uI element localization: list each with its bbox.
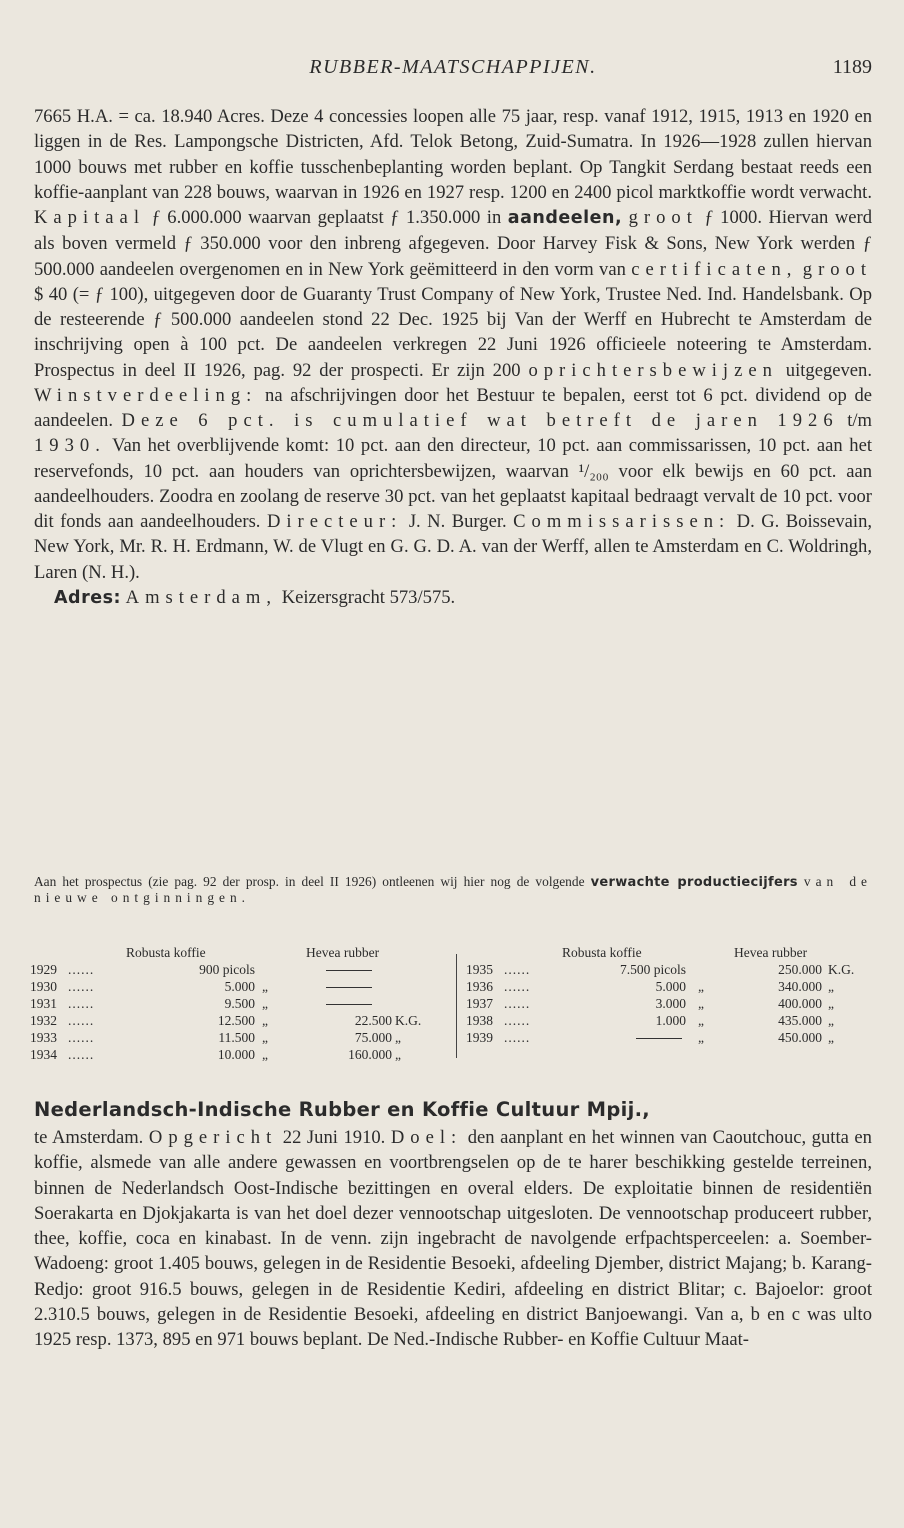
hevea-value: 75.000	[354, 1030, 392, 1045]
table-row	[30, 1029, 450, 1046]
leader-dots: ......	[68, 962, 95, 977]
robusta-unit: „	[262, 1030, 268, 1045]
robusta-value: 5.000	[224, 979, 255, 994]
year-cell: 1935	[466, 962, 493, 977]
hevea-value: 400.000	[778, 996, 822, 1011]
text-run: na afschrijvingen door het Bestuur te bepalen, eerst tot 6 pct. dividend op de aandeelen.	[34, 384, 873, 431]
leader-dots: ......	[504, 962, 531, 977]
doel-label: Doel:	[390, 1127, 463, 1148]
hevea-unit: „	[828, 996, 834, 1011]
robusta-unit: „	[262, 1047, 268, 1062]
year-cell: 1934	[30, 1047, 57, 1062]
table-left-column	[30, 944, 450, 1063]
paragraph	[34, 1125, 872, 1352]
running-title: RUBBER-MAATSCHAPPIJEN.	[309, 56, 597, 78]
hevea-unit: „	[828, 1030, 834, 1045]
text-run: J. N. Burger.	[408, 511, 507, 532]
col-robusta-header: Robusta koffie	[562, 945, 642, 960]
text-run: uitgegeven.	[785, 359, 872, 381]
hevea-unit: K.G.	[828, 962, 855, 977]
table-row	[466, 995, 876, 1012]
year-cell: 1931	[30, 996, 57, 1011]
robusta-unit: „	[262, 996, 268, 1011]
groot-label: groot	[628, 207, 698, 228]
leader-dots: ......	[68, 996, 95, 1011]
table-row	[30, 961, 450, 978]
table-divider	[456, 954, 457, 1058]
hevea-unit: „	[395, 1030, 401, 1045]
table-row	[466, 978, 876, 995]
robusta-value: 9.500	[224, 996, 255, 1011]
note-bold: verwachte productiecijfers	[590, 875, 798, 890]
robusta-value: 10.000	[217, 1047, 255, 1062]
robusta-value: 3.000	[655, 996, 686, 1011]
certificaten-label: certificaten,	[631, 258, 798, 280]
year-cell: 1932	[30, 1013, 57, 1028]
robusta-unit: „	[262, 1013, 268, 1028]
table-row	[466, 961, 876, 978]
text-run: t/m	[847, 410, 872, 431]
adres-street: Keizersgracht 573/575.	[281, 586, 456, 608]
company-entry-continued	[34, 104, 872, 611]
paragraph	[34, 104, 872, 585]
empty-dash	[636, 1038, 682, 1039]
oprichtersbewijzen-label: oprichtersbewijzen	[528, 359, 778, 381]
table-header	[30, 944, 450, 961]
text-run: den aanplant en het winnen van Caoutchouc, gutta en koffie, alsmede van alle andere gewassen en voortbrengselen op de te harer beschikking gestelde terreinen, binnen de Nederlandsch Oost-Indische bezittingen en overal elders. De exploitatie binnen de residentiën Soerakarta en Djokjakarta is van het doel dezer vennootschap uitgesloten. De vennootschap produceert rubber, thee, koffie, coca en kinabast. In de venn. zijn ingebracht de navolgende erfpachtsperceelen: a. Soember-Wadoeng: groot 1.405 bouws, gelegen in de Residentie Besoeki, afdeeling Djember, district Majang; b. Karang-Redjo: groot 916.5 bouws, gelegen in de Residentie Kediri, afdeeling en district Blitar; c. Bajoelor: groot 2.310.5 bouws, gelegen in de Residentie Besoeki, afdeeling en district Banjoewangi. Van a, b en c was ulto 1925 resp. 1373, 895 en 971 bouws beplant. De Ned.-Indische Rubber- en Koffie Cultuur Maat-	[34, 1127, 872, 1350]
page-header	[34, 56, 872, 86]
hevea-value: 22.500	[354, 1013, 392, 1028]
hevea-unit: „	[395, 1047, 401, 1062]
leader-dots: ......	[68, 1013, 95, 1028]
robusta-unit: „	[698, 1030, 704, 1045]
page-number: 1189	[832, 56, 872, 78]
robusta-value: 900 picols	[199, 962, 255, 977]
table-right-column	[466, 944, 876, 1046]
hevea-unit: „	[828, 979, 834, 994]
robusta-value: 5.000	[655, 979, 686, 994]
robusta-value: 11.500	[218, 1030, 255, 1045]
robusta-unit: „	[698, 1013, 704, 1028]
robusta-unit: „	[698, 979, 704, 994]
aandeelen-label: aandeelen,	[507, 208, 623, 228]
company-title: Nederlandsch-Indische Rubber en Koffie Cultuur Mpij.,	[34, 1098, 651, 1121]
opgericht-label: Opgericht	[148, 1127, 278, 1148]
empty-dash	[326, 970, 372, 971]
leader-dots: ......	[504, 1013, 531, 1028]
hevea-value: 340.000	[778, 979, 822, 994]
text-run: $ 40 (= ƒ 100), uitgegeven door de Guaranty Trust Company of New York, Trustee Ned. Ind. Handelsbank. Op de resteerende ƒ 500.000 aandeelen stond 22 Dec. 1925 bij Van der Werff en Hubrecht te Amsterdam de inschrijving open à 100 pct. De aandeelen verkregen 22 Juni 1926 officieele noteering te Amsterdam. Prospectus in deel II 1926, pag. 92 der prospecti. Er zijn 200	[34, 283, 872, 381]
table-row	[466, 1029, 876, 1046]
hevea-value: 160.000	[348, 1047, 392, 1062]
directeur-label: Directeur:	[266, 511, 403, 532]
empty-dash	[326, 987, 372, 988]
groot-label-2: groot	[802, 258, 873, 280]
text-run: D. G. Boissevain, New York, Mr. R. H. Erdmann, W. de Vlugt en G. G. D. A. van der Werff, allen te Amsterdam en C. Woldringh, Laren (N. H.).	[34, 511, 873, 583]
hevea-value: 250.000	[778, 962, 822, 977]
note-text-spaced: van de nieuwe ontginningen.	[34, 874, 872, 905]
table-row	[30, 1046, 450, 1063]
production-note	[34, 874, 872, 905]
leader-dots: ......	[504, 979, 531, 994]
location: te Amsterdam.	[34, 1127, 144, 1148]
leader-dots: ......	[68, 1047, 95, 1062]
address-line	[34, 585, 872, 611]
year-cell: 1930	[30, 979, 57, 994]
year-cell: 1937	[466, 996, 493, 1011]
commissarissen-label: Commissarissen:	[513, 511, 731, 532]
robusta-value: 7.500 picols	[620, 962, 686, 977]
col-hevea-header: Hevea rubber	[306, 945, 380, 960]
robusta-unit: „	[262, 979, 268, 994]
opgericht-date: 22 Juni 1910.	[282, 1127, 386, 1148]
company-entry	[34, 1125, 872, 1352]
note-text: Aan het prospectus (zie pag. 92 der prosp. in deel II 1926) ontleenen wij hier nog de volgende	[34, 874, 585, 889]
year-cell: 1939	[466, 1030, 493, 1045]
text-run: ƒ 1000. Hiervan werd als boven vermeld ƒ 350.000 voor den inbreng afgegeven. Door Harvey Fisk & Sons, New York werden ƒ 500.000 aandeelen overgenomen en in New York geëmitteerd in den vorm van	[34, 207, 873, 280]
adres-label: Adres:	[54, 587, 121, 608]
robusta-unit: „	[698, 996, 704, 1011]
col-hevea-header: Hevea rubber	[734, 945, 808, 960]
robusta-value: 12.500	[217, 1013, 255, 1028]
leader-dots: ......	[68, 979, 95, 994]
year-cell: 1936	[466, 979, 493, 994]
text-run: Van het overblijvende komt: 10 pct. aan den directeur, 10 pct. aan commissarissen, 10 pct. aan het reservefonds, 10 pct. aan houders van oprichtersbewijzen, waarvan ¹/₂₀₀ voor elk bewijs en 60 pct. aan aandeelhouders. Zoodra en zoolang de reserve 30 pct. van het geplaatst kapitaal bedraagt vervalt de 10 pct. voor dit fonds aan aandeelhouders.	[34, 435, 873, 532]
table-row	[30, 978, 450, 995]
hevea-value: 450.000	[778, 1030, 822, 1045]
table-row	[30, 1012, 450, 1029]
table-row	[466, 1012, 876, 1029]
adres-city: Amsterdam,	[125, 586, 278, 608]
table-row	[30, 995, 450, 1012]
kapitaal-label: Kapitaal	[34, 207, 145, 228]
hevea-unit: „	[828, 1013, 834, 1028]
leader-dots: ......	[504, 996, 531, 1011]
hevea-unit: K.G.	[395, 1013, 422, 1028]
year-cell: 1929	[30, 962, 57, 977]
robusta-value: 1.000	[655, 1013, 686, 1028]
leader-dots: ......	[504, 1030, 531, 1045]
cumulatief-label: Deze 6 pct. is cumulatief wat betreft de jaren 1926	[121, 410, 839, 431]
text-run: ƒ 6.000.000 waarvan geplaatst ƒ 1.350.000 in	[151, 207, 502, 228]
col-robusta-header: Robusta koffie	[126, 945, 206, 960]
table-header	[466, 944, 876, 961]
hevea-value: 435.000	[778, 1013, 822, 1028]
year-1930-label: 1930.	[34, 435, 106, 457]
year-cell: 1933	[30, 1030, 57, 1045]
empty-dash	[326, 1004, 372, 1005]
year-cell: 1938	[466, 1013, 493, 1028]
text-run: 7665 H.A. = ca. 18.940 Acres. Deze 4 concessies loopen alle 75 jaar, resp. vanaf 1912, 1915, 1913 en 1920 en liggen in de Res. Lampongsche Districten, Afd. Telok Betong, Zuid-Sumatra. In 1926—1928 zullen hiervan 1000 bouws met rubber en koffie tusschenbeplanting worden beplant. Op Tangkit Serdang bestaat reeds een koffie-aanplant van 228 bouws, waarvan in 1926 en 1927 resp. 1200 en 2400 picol marktkoffie wordt verwacht.	[34, 106, 872, 203]
winstverdeeling-label: Winstverdeeling:	[34, 384, 258, 406]
leader-dots: ......	[68, 1030, 95, 1045]
